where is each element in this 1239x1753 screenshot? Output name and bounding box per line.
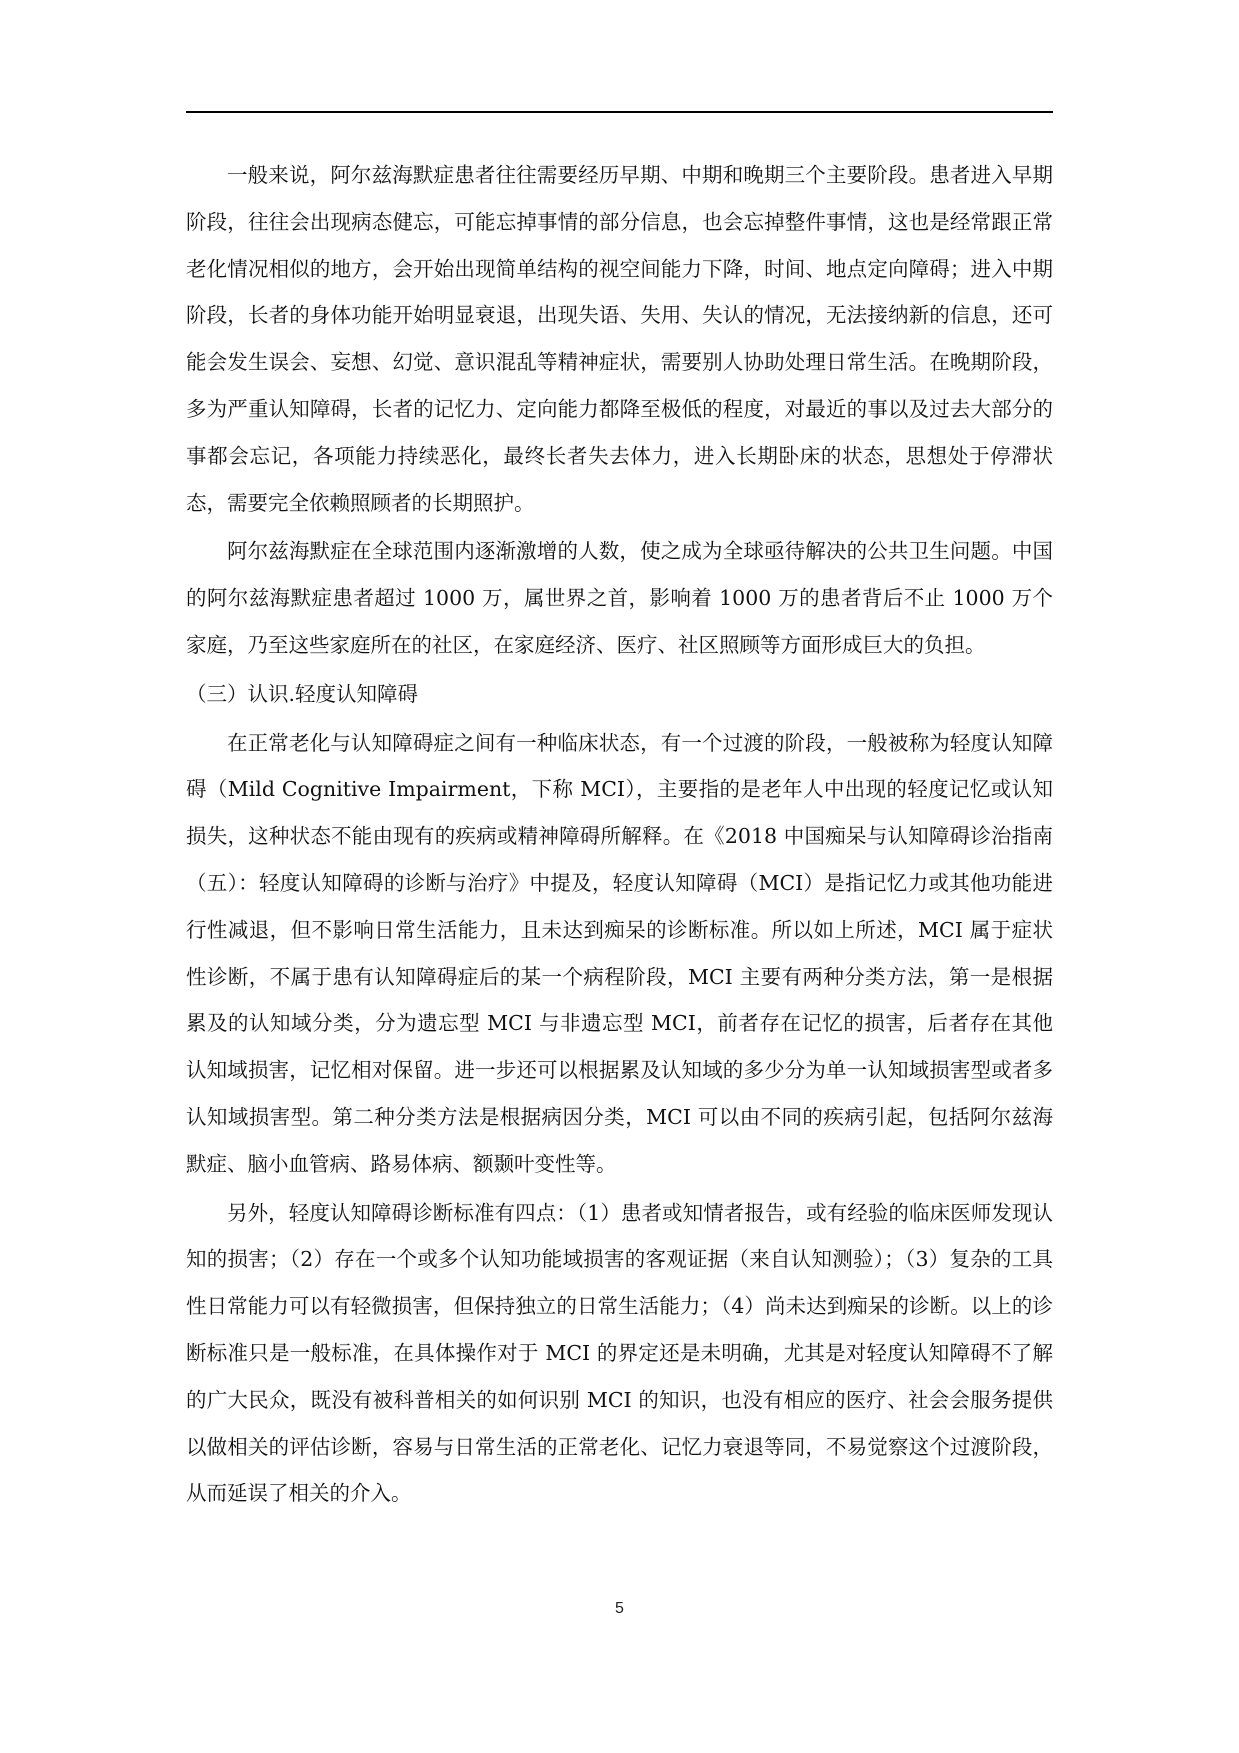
- paragraph-mci-definition: 在正常老化与认知障碍症之间有一种临床状态，有一个过渡的阶段，一般被称为轻度认知障碍（Mild Cognitive Impairment，下称 MCI），主要指的是老年人中出现的轻度记忆或认知损失，这种状态不能由现有的疾病或精神障碍所解释。在《2018 中国痴呆与认知障碍诊治指南（五）：轻度认知障碍的诊断与治疗》中提及，轻度认知障碍（MCI）是指记忆力或其他功能进行性减退，但不影响日常生活能力，且未达到痴呆的诊断标准。所以如上所述，MCI 属于症状性诊断，不属于患有认知障碍症后的某一个病程阶段，MCI 主要有两种分类方法，第一是根据累及的认知域分类，分为遗忘型 MCI 与非遗忘型 MCI，前者存在记忆的损害，后者存在其他认知域损害，记忆相对保留。进一步还可以根据累及认知域的多少分为单一认知域损害型或者多认知域损害型。第二种分类方法是根据病因分类，MCI 可以由不同的疾病引起，包括阿尔兹海默症、脑小血管病、路易体病、额颞叶变性等。: [186, 730, 1053, 1176]
- paragraph-alzheimers-burden: 阿尔兹海默症在全球范围内逐渐激增的人数，使之成为全球亟待解决的公共卫生问题。中国的阿尔兹海默症患者超过 1000 万，属世界之首，影响着 1000 万的患者背后不止 1000 万个家庭，乃至这些家庭所在的社区，在家庭经济、医疗、社区照顾等方面形成巨大的负担。: [186, 539, 1053, 657]
- header-rule: [186, 111, 1053, 113]
- document-body: [186, 152, 1053, 1517]
- paragraph-alzheimers-stages: 一般来说，阿尔兹海默症患者往往需要经历早期、中期和晚期三个主要阶段。患者进入早期阶段，往往会出现病态健忘，可能忘掉事情的部分信息，也会忘掉整件事情，这也是经常跟正常老化情况相似的地方，会开始出现简单结构的视空间能力下降，时间、地点定向障碍；进入中期阶段，长者的身体功能开始明显衰退，出现失语、失用、失认的情况，无法接纳新的信息，还可能会发生误会、妄想、幻觉、意识混乱等精神症状，需要别人协助处理日常生活。在晚期阶段，多为严重认知障碍，长者的记忆力、定向能力都降至极低的程度，对最近的事以及过去大部分的事都会忘记，各项能力持续恶化，最终长者失去体力，进入长期卧床的状态，思想处于停滞状态，需要完全依赖照顾者的长期照护。: [186, 163, 1053, 515]
- section-heading-mci: （三）认识.轻度认知障碍: [186, 681, 419, 706]
- page-number: 5: [615, 1600, 624, 1617]
- paragraph-mci-criteria: 另外，轻度认知障碍诊断标准有四点：（1）患者或知情者报告，或有经验的临床医师发现认知的损害；（2）存在一个或多个认知功能域损害的客观证据（来自认知测验）；（3）复杂的工具性日常能力可以有轻微损害，但保持独立的日常生活能力；（4）尚未达到痴呆的诊断。以上的诊断标准只是一般标准，在具体操作对于 MCI 的界定还是未明确，尤其是对轻度认知障碍不了解的广大民众，既没有被科普相关的如何识别 MCI 的知识，也没有相应的医疗、社会会服务提供以做相关的评估诊断，容易与日常生活的正常老化、记忆力衰退等同，不易觉察这个过渡阶段，从而延误了相关的介入。: [186, 1200, 1053, 1506]
